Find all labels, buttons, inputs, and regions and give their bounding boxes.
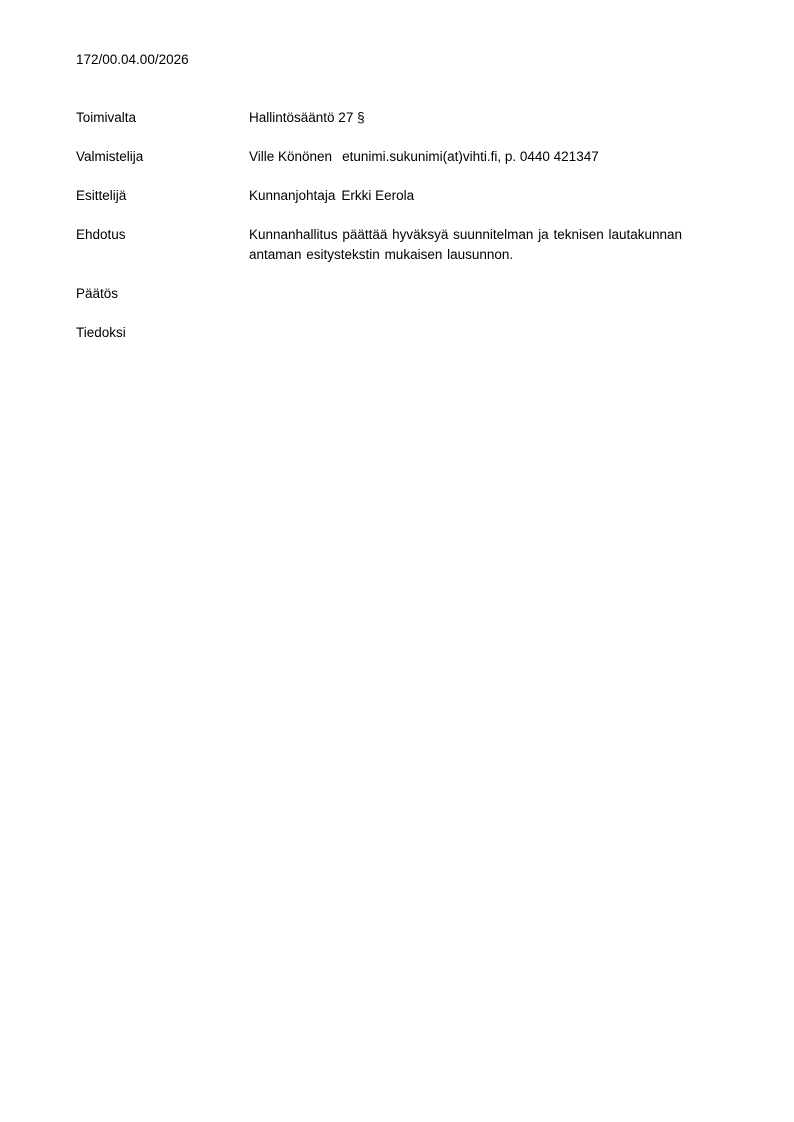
esittelija-name: Erkki Eerola <box>341 188 415 203</box>
valmistelija-label: Valmistelija <box>76 149 144 164</box>
ehdotus-value <box>249 225 719 264</box>
toimivalta-text: Hallintösääntö 27 § <box>249 110 365 125</box>
ehdotus-line-2: antaman esitystekstin mukaisen lausunnon. <box>249 246 514 262</box>
document-number: 172/00.04.00/2026 <box>76 52 189 67</box>
toimivalta-label: Toimivalta <box>76 110 137 125</box>
ehdotus-line-1: Kunnanhallitus päättää hyväksyä suunnitelman ja teknisen lautakunnan <box>249 227 683 242</box>
tiedoksi-label: Tiedoksi <box>76 325 126 340</box>
ehdotus-label: Ehdotus <box>76 227 126 242</box>
valmistelija-value <box>249 147 719 167</box>
esittelija-label: Esittelijä <box>76 188 127 203</box>
esittelija-value <box>249 186 719 206</box>
valmistelija-name: Ville Könönen <box>249 149 333 164</box>
esittelija-title: Kunnanjohtaja <box>249 188 336 203</box>
valmistelija-contact: etunimi.sukunimi(at)vihti.fi, p. 0440 421347 <box>342 149 599 164</box>
paatos-label: Päätös <box>76 286 119 301</box>
toimivalta-value <box>249 108 719 128</box>
